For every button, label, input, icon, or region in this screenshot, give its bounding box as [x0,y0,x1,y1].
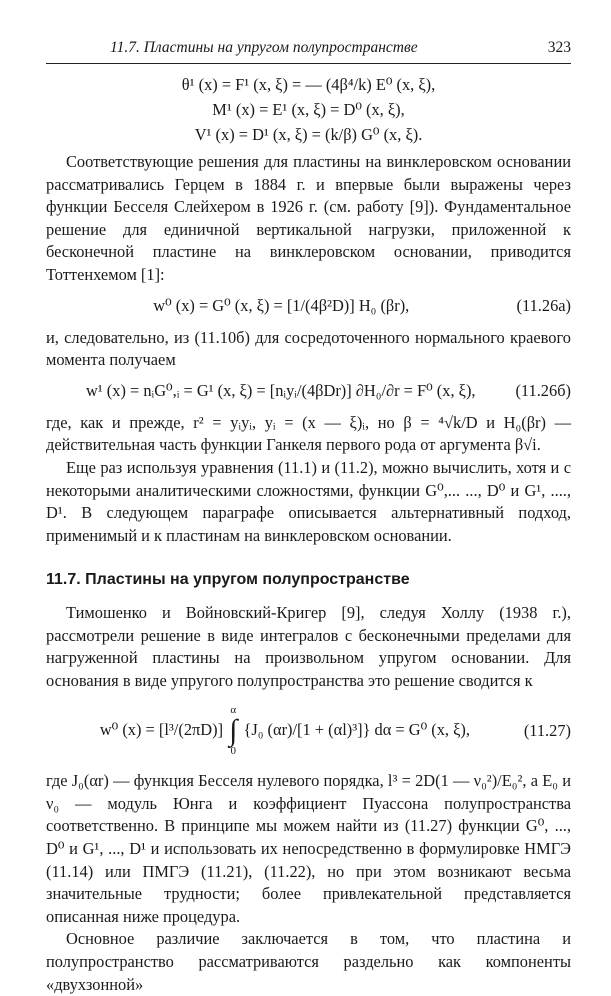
section-heading: 11.7. Пластины на упругом полупространстве [46,571,410,589]
paragraph-timoshenko: Тимошенко и Войновский-Кригер [9], следуя Холлу (1938 г.), рассмотрели решение в виде интегралов с бесконечными пределами для нагруженной пластины на произвольном упругом основании. Для основания в виде упругого полупространства это решение сводится к [46,602,571,690]
paragraph-bessel-definition: где J₀(αr) — функция Бесселя нулевого порядка, l³ = 2D(1 — ν₀²)/E₀², а E₀ и ν₀ — модуль Юнга и коэффициент Пуассона полупространства соответственно. В принципе мы можем найти из (11.27) функции G⁰, ..., D⁰ и G¹, ..., D¹ и использовать их непосредственно в формулировке НМГЭ (11.14) или ПМГЭ (11.21), (11.22), но при этом возникают весьма значительные трудности; более привлекательной представляется описанная ниже процедура. [46,771,571,926]
equation-11-27-prefix: w⁰ (x) = [l³/(2πD)] [99,720,224,740]
equation-11-27-integrand: {J₀ (αr)/[1 + (αl)³]} dα = G⁰ (x, ξ), [243,720,470,740]
equation-11-26b-body: w¹ (x) = nᵢG⁰,ᵢ = G¹ (x, ξ) = [nᵢyᵢ/(4βDr)] ∂H₀/∂r = F⁰ (x, ξ), [85,381,476,401]
running-head [46,30,571,64]
paragraph-alternative-approach: Еще раз используя уравнения (11.1) и (11.2), можно вычислить, хотя и с некоторыми аналитическими сложностями, функции G⁰,... ..., D⁰ и G¹, ...., D¹. В следующем параграфе описывается альтернативный подход, применимый и к пластинам на винклеровском основании. [46,457,571,545]
equation-11-27-body [46,705,524,757]
page-number: 323 [547,39,571,57]
equation-11-26b [46,378,571,406]
paragraph-main-difference: Основное различие заключается в том, что пластина и полупространство рассматриваются раздельно как компоненты «двухзонной» [46,929,571,994]
equation-moment: M¹ (x) = E¹ (x, ξ) = D⁰ (x, ξ), [212,100,405,119]
integral-upper-limit: α [230,704,237,717]
equation-11-26a [46,293,571,321]
integral-symbol: ∫ [229,714,238,748]
integral-sign [229,705,237,757]
paragraph-definitions: где, как и прежде, r² = yᵢyᵢ, yᵢ = (x — ξ)ᵢ, но β = ⁴√k/D и H₀(βr) — действительная часть функции Ганкеля первого рода от аргумента β√i. [46,412,571,455]
equation-shear: V¹ (x) = D¹ (x, ξ) = (k/β) G⁰ (x, ξ). [194,125,423,144]
integral-lower-limit: 0 [230,745,237,758]
equation-11-27-label: (11.27) [523,720,571,740]
running-title: 11.7. Пластины на упругом полупространстве [110,39,418,57]
equation-11-27 [46,696,571,766]
equation-11-26a-body: w⁰ (x) = G⁰ (x, ξ) = [1/(4β²D)] H₀ (βr), [153,296,410,316]
equation-11-26b-label: (11.26б) [515,381,571,401]
equation-group-top [46,72,571,147]
equation-11-26a-label: (11.26a) [516,296,571,316]
equation-theta: θ¹ (x) = F¹ (x, ξ) = — (4β⁴/k) E⁰ (x, ξ), [181,75,436,94]
paragraph-winkler-solutions: Соответствующие решения для пластины на винклеровском основании рассматривались Герцем в 1884 г. и впервые были выражены через функции Бесселя Слейхером в 1926 г. (см. работу [9]). Фундаментальное решение для единичной вертикальной нагрузки, приложенной к бесконечной пластине на винклеровском основании, приводится Тоттенхемом [1]: [46,152,571,284]
book-page [0,30,611,994]
paragraph-edge-moment: и, следовательно, из (11.10б) для сосредоточенного нормального краевого момента получаем [46,327,571,370]
